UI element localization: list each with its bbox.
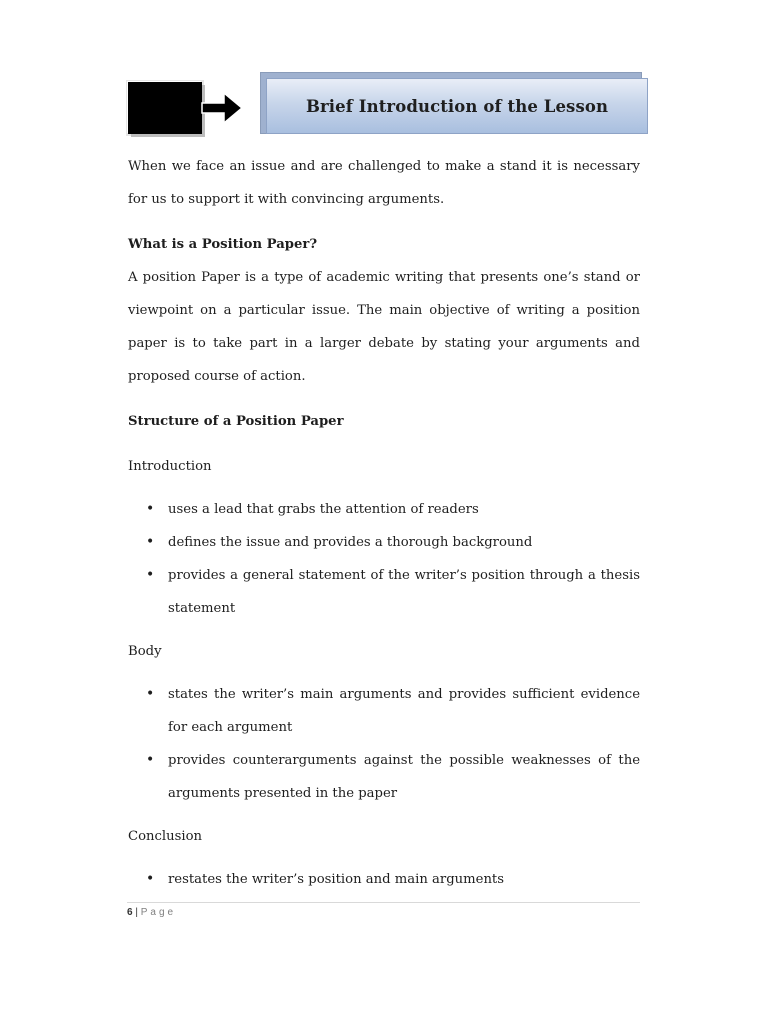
- definition-heading: What is a Position Paper?: [128, 237, 318, 252]
- list-item: • provides counterarguments against the possible weaknesses of the arguments presented in the paper: [128, 744, 640, 810]
- page-label: Page: [140, 907, 177, 918]
- lesson-header: [126, 72, 650, 140]
- page-footer: [127, 902, 640, 918]
- intro-paragraph: When we face an issue and are challenged to make a stand it is necessary for us to support it with convincing arguments.: [128, 159, 640, 207]
- list-item: • uses a lead that grabs the attention of readers: [128, 493, 640, 526]
- body-list: [128, 678, 640, 810]
- structure-heading: Structure of a Position Paper: [128, 414, 344, 429]
- list-item: • provides a general statement of the writer’s position through a thesis statement: [128, 559, 640, 625]
- introduction-list: [128, 493, 640, 625]
- list-item: • defines the issue and provides a thorough background: [128, 526, 640, 559]
- definition-paragraph: A position Paper is a type of academic writing that presents one’s stand or viewpoint on a particular issue. The main objective of writing a position paper is to take part in a larger debate by stating your arguments and proposed course of action.: [128, 270, 640, 384]
- section-label-introduction: Introduction: [128, 459, 212, 474]
- list-item: • restates the writer’s position and main arguments: [128, 863, 640, 896]
- page-number: 6: [127, 907, 133, 918]
- title-banner: [266, 78, 648, 134]
- document-body: [128, 150, 640, 896]
- footer-separator: |: [132, 907, 141, 918]
- conclusion-list: [128, 863, 640, 896]
- list-item: • states the writer’s main arguments and provides sufficient evidence for each argument: [128, 678, 640, 744]
- black-square-graphic: [128, 82, 202, 134]
- footer-text: [127, 907, 640, 918]
- section-label-conclusion: Conclusion: [128, 829, 203, 844]
- page-title: Brief Introduction of the Lesson: [305, 96, 609, 116]
- right-arrow-icon: [200, 90, 244, 126]
- section-label-body: Body: [128, 644, 162, 659]
